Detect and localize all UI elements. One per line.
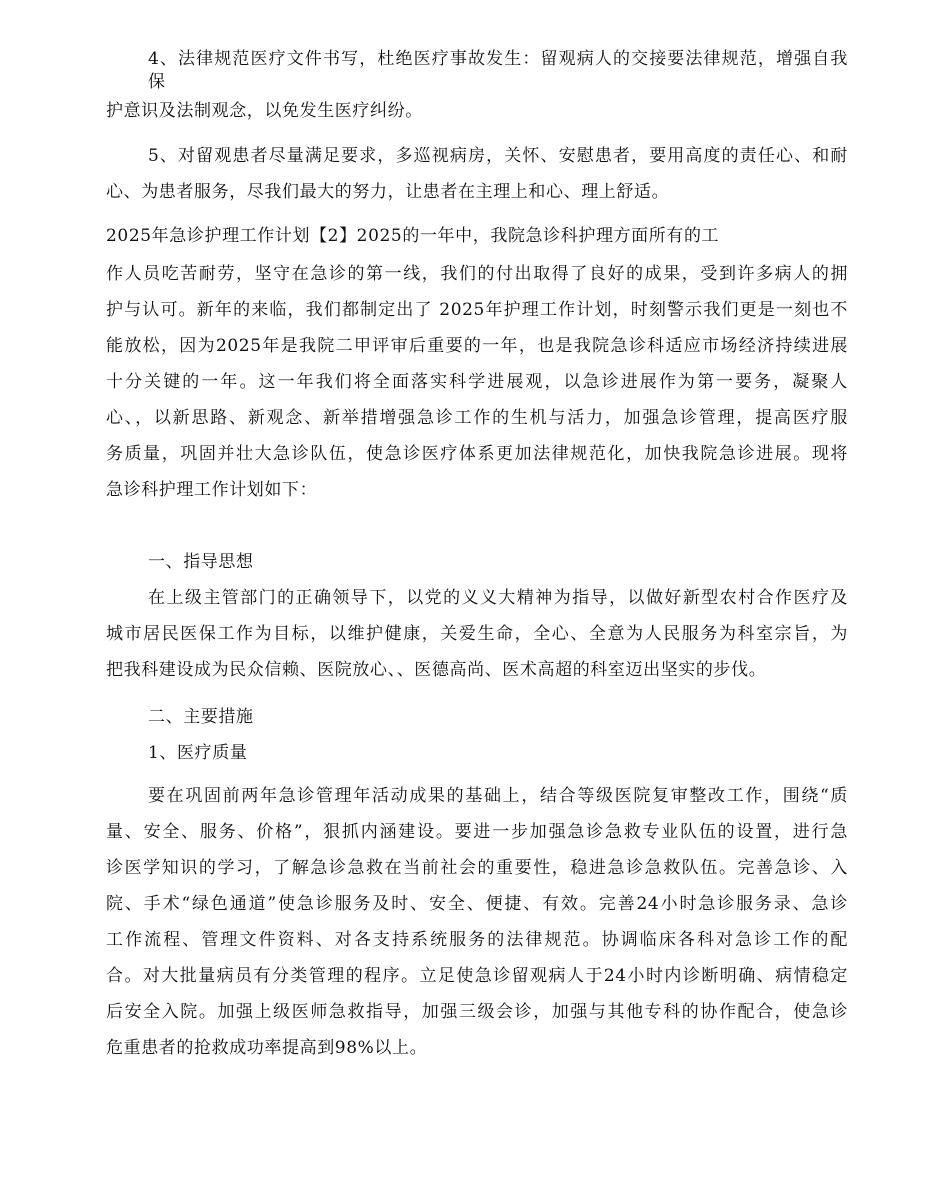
section-heading: 二、主要措施 <box>148 707 254 727</box>
paragraph-line: 4、法律规范医疗文件书写，杜绝医疗事故发生：留观病人的交接要法律规范，增强自我 <box>148 49 848 69</box>
paragraph-line: 把我科建设成为民众信赖、医院放心、、医德高尚、医术高超的科室迈出坚实的步伐。 <box>106 660 767 680</box>
paragraph-line: 护意识及法制观念，以免发生医疗纠纷。 <box>106 101 423 121</box>
subsection-heading: 1、医疗质量 <box>148 743 248 763</box>
paragraph-line: 心、为患者服务，尽我们最大的努力，让患者在主理上和心、理上舒适。 <box>106 182 670 202</box>
paragraph-line: 城市居民医保工作为目标，以维护健康，关爱生命，全心、全意为人民服务为科室宗旨，为 <box>106 624 848 644</box>
paragraph-line: 工作流程、管理文件资料、对各支持系统服务的法律规范。协调临床各科对急诊工作的配 <box>106 930 848 950</box>
paragraph-line: 量、安全、服务、价格”，狠抓内涵建设。要进一步加强急诊急救专业队伍的设置，进行急 <box>106 822 848 842</box>
paragraph-line: 后安全入院。加强上级医师急救指导，加强三级会诊，加强与其他专科的协作配合，使急诊 <box>106 1002 848 1022</box>
paragraph-line: 十分关键的一年。这一年我们将全面落实科学进展观，以急诊进展作为第一要务，凝聚人 <box>106 372 848 392</box>
paragraph-line: 作人员吃苦耐劳，坚守在急诊的第一线，我们的付出取得了良好的成果，受到许多病人的拥 <box>106 264 848 284</box>
heading-line: 2025年急诊护理工作计划【2】2025的一年中，我院急诊科护理方面所有的工 <box>106 226 720 246</box>
paragraph-line: 诊医学知识的学习，了解急诊急救在当前社会的重要性，稳进急诊急救队伍。完善急诊、入 <box>106 858 848 878</box>
paragraph-line: 在上级主管部门的正确领导下，以党的义义大精神为指导，以做好新型农村合作医疗及 <box>148 588 848 608</box>
paragraph-line: 保 <box>148 72 166 92</box>
section-heading: 一、指导思想 <box>148 552 254 572</box>
paragraph-line: 务质量，巩固并壮大急诊队伍，使急诊医疗体系更加法律规范化，加快我院急诊进展。现将 <box>106 444 848 464</box>
paragraph-line: 要在巩固前两年急诊管理年活动成果的基础上，结合等级医院复审整改工作，围绕“质 <box>148 786 848 806</box>
paragraph-line: 危重患者的抢救成功率提高到98%以上。 <box>106 1038 428 1058</box>
paragraph-line: 能放松，因为2025年是我院二甲评审后重要的一年，也是我院急诊科适应市场经济持续进展 <box>106 336 848 356</box>
paragraph-line: 护与认可。新年的来临，我们都制定出了 2025年护理工作计划，时刻警示我们更是一刻也不 <box>106 300 848 320</box>
paragraph-line: 合。对大批量病员有分类管理的程序。立足使急诊留观病人于24小时内诊断明确、病情稳定 <box>106 966 848 986</box>
paragraph-line: 心、，以新思路、新观念、新举措增强急诊工作的生机与活力，加强急诊管理，提高医疗服 <box>106 408 848 428</box>
paragraph-line: 急诊科护理工作计划如下： <box>106 480 318 500</box>
paragraph-line: 院、手术“绿色通道”使急诊服务及时、安全、便捷、有效。完善24小时急诊服务录、急诊 <box>106 894 848 914</box>
paragraph-line: 5、对留观患者尽量满足要求，多巡视病房，关怀、安慰患者，要用高度的责任心、和耐 <box>148 146 848 166</box>
